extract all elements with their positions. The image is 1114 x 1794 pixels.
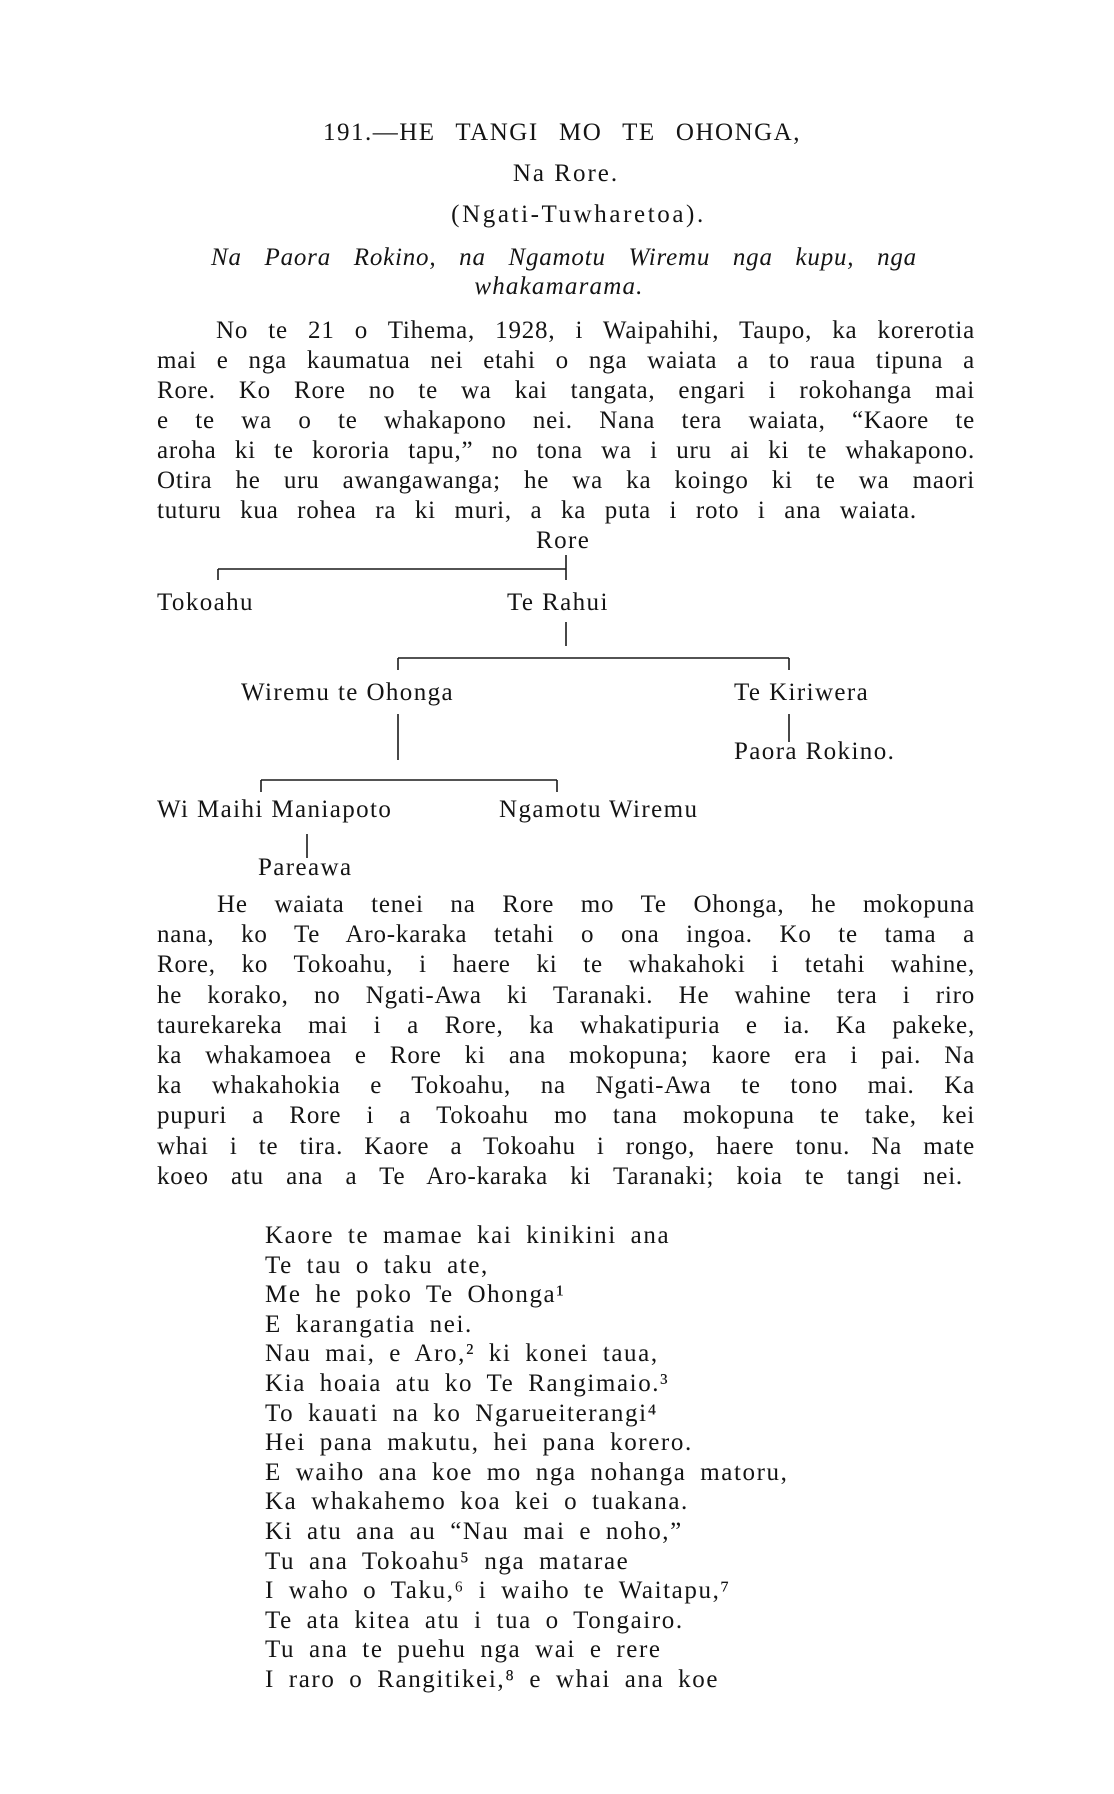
poem-line: To kauati na ko Ngarueiterangi⁴ (265, 1399, 658, 1427)
poem-line: Kaore te mamae kai kinikini ana (265, 1222, 671, 1249)
genealogy-node-ngamotu-wiremu: Ngamotu Wiremu (499, 796, 699, 823)
intro-line: aroha ki te kororia tapu,” no tona wa i uru ai ki te whakapono. (157, 437, 975, 464)
commentary-line: nana, ko Te Aro-karaka tetahi o ona ingoa. Ko te tama a (157, 921, 975, 949)
commentary-line: pupuri a Rore i a Tokoahu mo tana mokopuna te take, kei (157, 1102, 975, 1130)
poem-line: Te ata kitea atu i tua o Tongairo. (265, 1606, 684, 1634)
poem-line: E karangatia nei. (265, 1310, 473, 1338)
intro-line: e te wa o te whakapono nei. Nana tera waiata, “Kaore te (157, 407, 975, 434)
poem-line: Hei pana makutu, hei pana korero. (265, 1429, 693, 1457)
commentary-line: ka whakamoea e Rore ki ana mokopuna; kaore era i pai. Na (157, 1041, 975, 1069)
poem-line: Me he poko Te Ohonga¹ (265, 1281, 566, 1309)
poem-line: Tu ana te puehu nga wai e rere (265, 1636, 662, 1664)
poem-line: Ki atu ana au “Nau mai e noho,” (265, 1517, 683, 1545)
commentary-paragraph (157, 890, 975, 1192)
genealogy-node-wi-maihi-maniapoto: Wi Maihi Maniapoto (157, 796, 393, 823)
commentary-line: koeo atu ana a Te Aro-karaka ki Taranaki; koia te tangi nei. (157, 1162, 963, 1190)
intro-line: tuturu kua rohea ra ki muri, a ka puta i roto i ana waiata. (157, 497, 917, 524)
commentary-line: He waiata tenei na Rore mo Te Ohonga, he mokopuna (217, 891, 975, 918)
genealogy-node-tokoahu: Tokoahu (157, 589, 254, 616)
commentary-line: taurekareka mai i a Rore, ka whakatipuria e ia. Ka pakeke, (157, 1011, 975, 1039)
intro-line: mai e nga kaumatua nei etahi o nga waiata a to raua tipuna a (157, 347, 975, 374)
intro-line: Rore. Ko Rore no te wa kai tangata, engari i rokohanga mai (157, 377, 975, 404)
intro-line: No te 21 o Tihema, 1928, i Waipahihi, Taupo, ka korerotia (216, 317, 975, 344)
intro-line: Otira he uru awangawanga; he wa ka koingo ki te wa maori (157, 467, 975, 494)
commentary-line: whai i te tira. Kaore a Tokoahu i rongo, haere tonu. Na mate (157, 1132, 975, 1160)
commentary-line: Rore, ko Tokoahu, i haere ki te whakahoki i tetahi wahine, (157, 951, 975, 979)
genealogy-node-paora-rokino: Paora Rokino. (734, 738, 896, 765)
genealogy-node-te-kiriwera: Te Kiriwera (734, 679, 870, 706)
poem-line: I raro o Rangitikei,⁸ e whai ana koe (265, 1665, 720, 1693)
genealogy-node-wiremu-te-ohonga: Wiremu te Ohonga (241, 679, 455, 706)
song-title: 191.—HE TANGI MO TE OHONGA, (323, 119, 801, 146)
poem-line: Nau mai, e Aro,² ki konei taua, (265, 1340, 659, 1368)
genealogy-node-pareawa: Pareawa (258, 854, 353, 881)
credit-line: Na Paora Rokino, na Ngamotu Wiremu nga kupu, nga (211, 244, 917, 271)
poem-line: Tu ana Tokoahu⁵ nga matarae (265, 1547, 630, 1575)
genealogy-node-rore: Rore (536, 527, 591, 554)
song-author: Na Rore. (512, 160, 620, 187)
genealogy-node-te-rahui: Te Rahui (507, 589, 609, 616)
credit-line: whakamarama. (474, 273, 644, 300)
poem-line: I waho o Taku,⁶ i waiho te Waitapu,⁷ (265, 1577, 731, 1605)
poem-line: E waiho ana koe mo nga nohanga matoru, (265, 1458, 789, 1486)
poem-stanza (265, 1221, 1025, 1695)
commentary-line: he korako, no Ngati-Awa ki Taranaki. He wahine tera i riro (157, 981, 975, 1009)
poem-line: Kia hoaia atu ko Te Rangimaio.³ (265, 1369, 670, 1397)
commentary-line: ka whakahokia e Tokoahu, na Ngati-Awa te tono mai. Ka (157, 1072, 975, 1100)
poem-line: Te tau o taku ate, (265, 1251, 489, 1279)
poem-line: Ka whakahemo koa kei o tuakana. (265, 1488, 689, 1516)
tribe-name: (Ngati-Tuwharetoa). (451, 201, 706, 228)
